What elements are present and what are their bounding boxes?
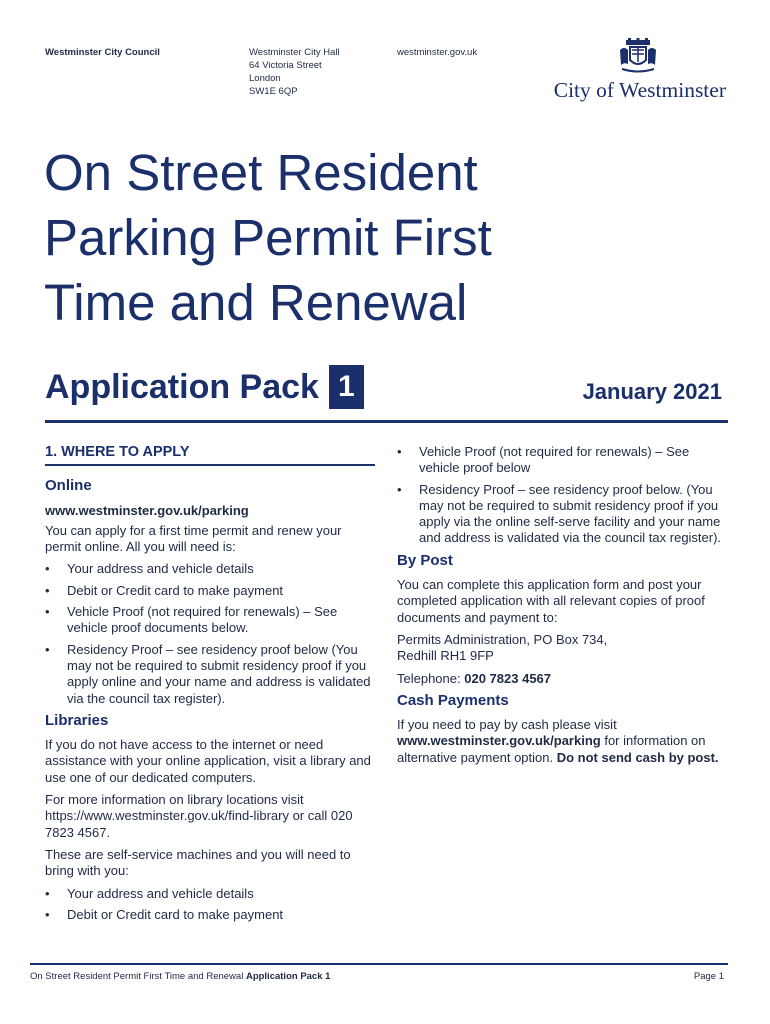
title-line: Parking Permit First — [44, 209, 492, 266]
right-column — [397, 444, 727, 772]
list-item: • Residency Proof – see residency proof below (You may not be required to submit residency proof if you apply online and your name and address is validated via the council tax register). — [45, 642, 375, 707]
title-line: On Street Resident — [44, 144, 478, 201]
city-of-westminster-logo — [540, 38, 730, 104]
section-heading-where-to-apply: 1. WHERE TO APPLY — [45, 444, 375, 466]
libraries-heading: Libraries — [45, 711, 109, 729]
council-address — [249, 46, 340, 98]
address-line: London — [249, 73, 281, 84]
pack-number-badge: 1 — [329, 365, 364, 409]
list-item: • Residency Proof – see residency proof below. (You may not be required to submit residency proof if you apply via the online self-serve facility and your name and address is validated via the council tax register). — [397, 482, 727, 547]
list-item: • Vehicle Proof (not required for renewals) – See vehicle proof documents below. — [45, 604, 375, 637]
by-post-heading: By Post — [397, 551, 453, 569]
postal-address — [397, 632, 727, 665]
application-pack-heading — [45, 365, 364, 409]
list-item: • Your address and vehicle details — [45, 886, 375, 902]
online-heading: Online — [45, 477, 92, 495]
telephone-label: Telephone: — [397, 670, 461, 686]
postal-address-line: Permits Administration, PO Box 734, — [397, 631, 608, 647]
list-item: • Vehicle Proof (not required for renewals) – See vehicle proof below — [397, 444, 727, 477]
logo-text: City of Westminster — [553, 78, 726, 102]
list-item: • Debit or Credit card to make payment — [45, 583, 375, 599]
application-pack-label: Application Pack — [45, 367, 319, 406]
list-item: • Debit or Credit card to make payment — [45, 907, 375, 923]
title-line: Time and Renewal — [44, 274, 468, 331]
online-requirements-list — [45, 561, 375, 706]
online-url-link[interactable]: www.westminster.gov.uk/parking — [45, 502, 249, 518]
footer-page-number: Page 1 — [693, 971, 724, 982]
proof-requirements-list — [397, 444, 727, 547]
left-column — [45, 444, 375, 928]
heading-divider — [45, 420, 728, 423]
address-line: Westminster City Hall — [249, 47, 340, 58]
cash-payments-paragraph — [397, 717, 727, 766]
footer-pack-label: Application Pack 1 — [245, 971, 331, 982]
telephone-number: 020 7823 4567 — [464, 670, 552, 686]
telephone-line — [397, 671, 727, 687]
postal-address-line: Redhill RH1 9FP — [397, 648, 494, 664]
libraries-paragraph: If you do not have access to the internet or need assistance with your online application, visit a library and use one of our dedicated computers. — [45, 737, 371, 785]
libraries-self-service-paragraph: These are self-service machines and you will need to bring with you: — [45, 846, 351, 879]
council-name: Westminster City Council — [45, 47, 160, 58]
coat-of-arms-icon — [618, 38, 658, 74]
cash-text: If you need to pay by cash please visit — [397, 717, 617, 733]
address-line: SW1E 6QP — [249, 86, 298, 97]
footer-text: On Street Resident Permit First Time and Renewal — [30, 971, 244, 982]
footer-document-title — [30, 971, 330, 982]
cash-text: for information on alternative payment option. — [397, 733, 706, 765]
footer-divider — [30, 963, 728, 965]
list-item: • Your address and vehicle details — [45, 561, 375, 577]
libraries-locations-paragraph: For more information on library locations visit https://www.westminster.gov.uk/find-library or call 020 7823 4567. — [45, 792, 353, 840]
cash-payments-heading: Cash Payments — [397, 691, 509, 709]
cash-url-link[interactable]: www.westminster.gov.uk/parking — [397, 733, 601, 749]
by-post-paragraph: You can complete this application form and post your completed application with all relevant copies of proof documents and payment to: — [397, 577, 705, 625]
page-title — [44, 140, 492, 335]
online-intro: You can apply for a first time permit and renew your permit online. All you will need is: — [45, 522, 342, 555]
address-line: 64 Victoria Street — [249, 60, 322, 71]
libraries-requirements-list — [45, 886, 375, 924]
issue-date: January 2021 — [582, 379, 722, 404]
website-link[interactable]: westminster.gov.uk — [397, 47, 478, 58]
cash-warning: Do not send cash by post. — [556, 749, 719, 765]
